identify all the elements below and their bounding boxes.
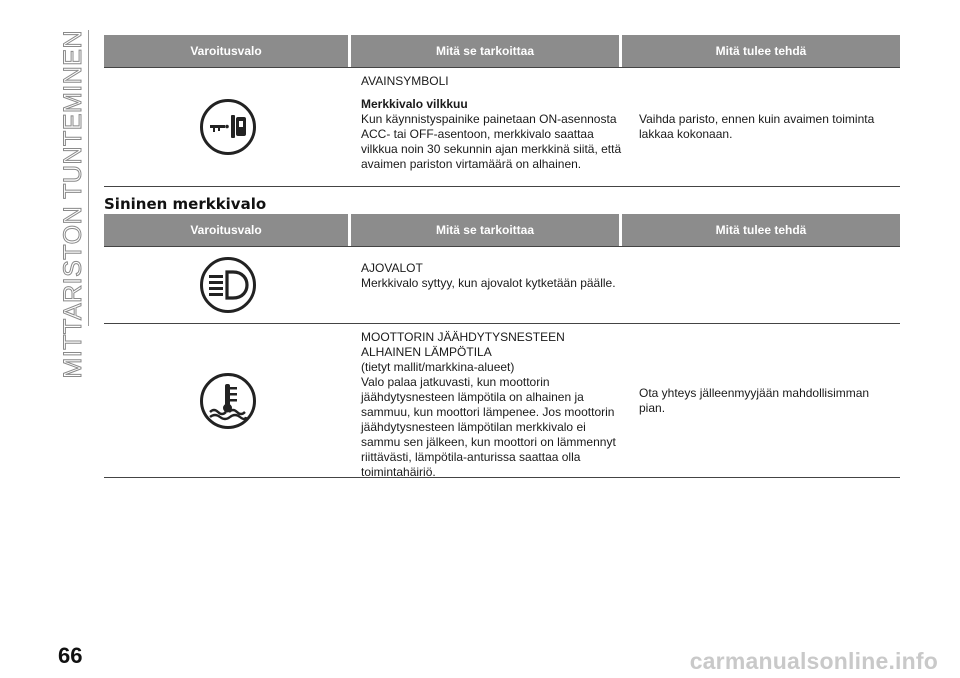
table-row: [104, 246, 900, 324]
meaning-cell: [351, 324, 633, 477]
icon-cell: [104, 68, 351, 186]
high-beam-icon: [200, 257, 256, 313]
row-note: (tietyt mallit/markkina-alueet): [361, 360, 515, 374]
meaning-cell: [351, 68, 633, 186]
icon-cell: [104, 324, 351, 477]
table-row: [104, 67, 900, 187]
chapter-title-text: MITTARISTON TUNTEMINEN: [58, 30, 87, 379]
row-title: MOOTTORIN JÄÄHDYTYSNESTEEN ALHAINEN LÄMPÖTILA: [361, 330, 565, 359]
page-number: 66: [58, 643, 83, 668]
side-divider: [88, 30, 89, 326]
row-action: Ota yhteys jälleenmyyjään mahdollisimman pian.: [639, 385, 870, 415]
table-header: [104, 214, 900, 246]
warning-table-1: [104, 35, 900, 187]
warning-table-2: [104, 214, 900, 478]
row-title: AJOVALOT: [361, 261, 423, 275]
action-cell: [633, 247, 900, 323]
key-battery-icon: [200, 99, 256, 155]
header-action: Mitä tulee tehdä: [622, 35, 900, 67]
row-title: AVAINSYMBOLI: [361, 74, 449, 88]
chapter-side-title: [58, 30, 88, 379]
row-text: Kun käynnistyspainike painetaan ON-asennosta ACC- tai OFF-asentoon, merkkivalo saattaa vilkkua noin 30 sekunnin ajan merkkinä siitä, että avaimen pariston virtamäärä on alhainen.: [361, 112, 622, 171]
row-subtitle: Merkkivalo vilkkuu: [361, 97, 468, 111]
icon-cell: [104, 247, 351, 323]
coolant-temperature-icon: [200, 373, 256, 429]
section-heading: Sininen merkkivalo: [104, 195, 267, 213]
action-cell: [633, 68, 900, 186]
table-row: [104, 324, 900, 478]
header-warning-light: Varoitusvalo: [104, 35, 348, 67]
header-warning-light: Varoitusvalo: [104, 214, 348, 246]
header-meaning: Mitä se tarkoittaa: [351, 35, 619, 67]
row-text: Valo palaa jatkuvasti, kun moottorin jäähdytysnesteen lämpötila on alhainen ja sammuu, kun moottori lämpenee. Jos moottorin jäähdytysnesteen lämpötilan merkkivalo ei sammu sen jälkeen, kun moottori on lämmennyt riittävästi, lämpötila-anturissa saattaa olla toimintahäiriö.: [361, 375, 616, 479]
table-header: [104, 35, 900, 67]
header-meaning: Mitä se tarkoittaa: [351, 214, 619, 246]
watermark: carmanualsonline.info: [689, 648, 938, 674]
row-text: Merkkivalo syttyy, kun ajovalot kytketään päälle.: [361, 276, 616, 290]
action-cell: [633, 324, 900, 477]
row-action: Vaihda paristo, ennen kuin avaimen toiminta lakkaa kokonaan.: [639, 112, 875, 141]
meaning-cell: [351, 247, 633, 323]
header-action: Mitä tulee tehdä: [622, 214, 900, 246]
